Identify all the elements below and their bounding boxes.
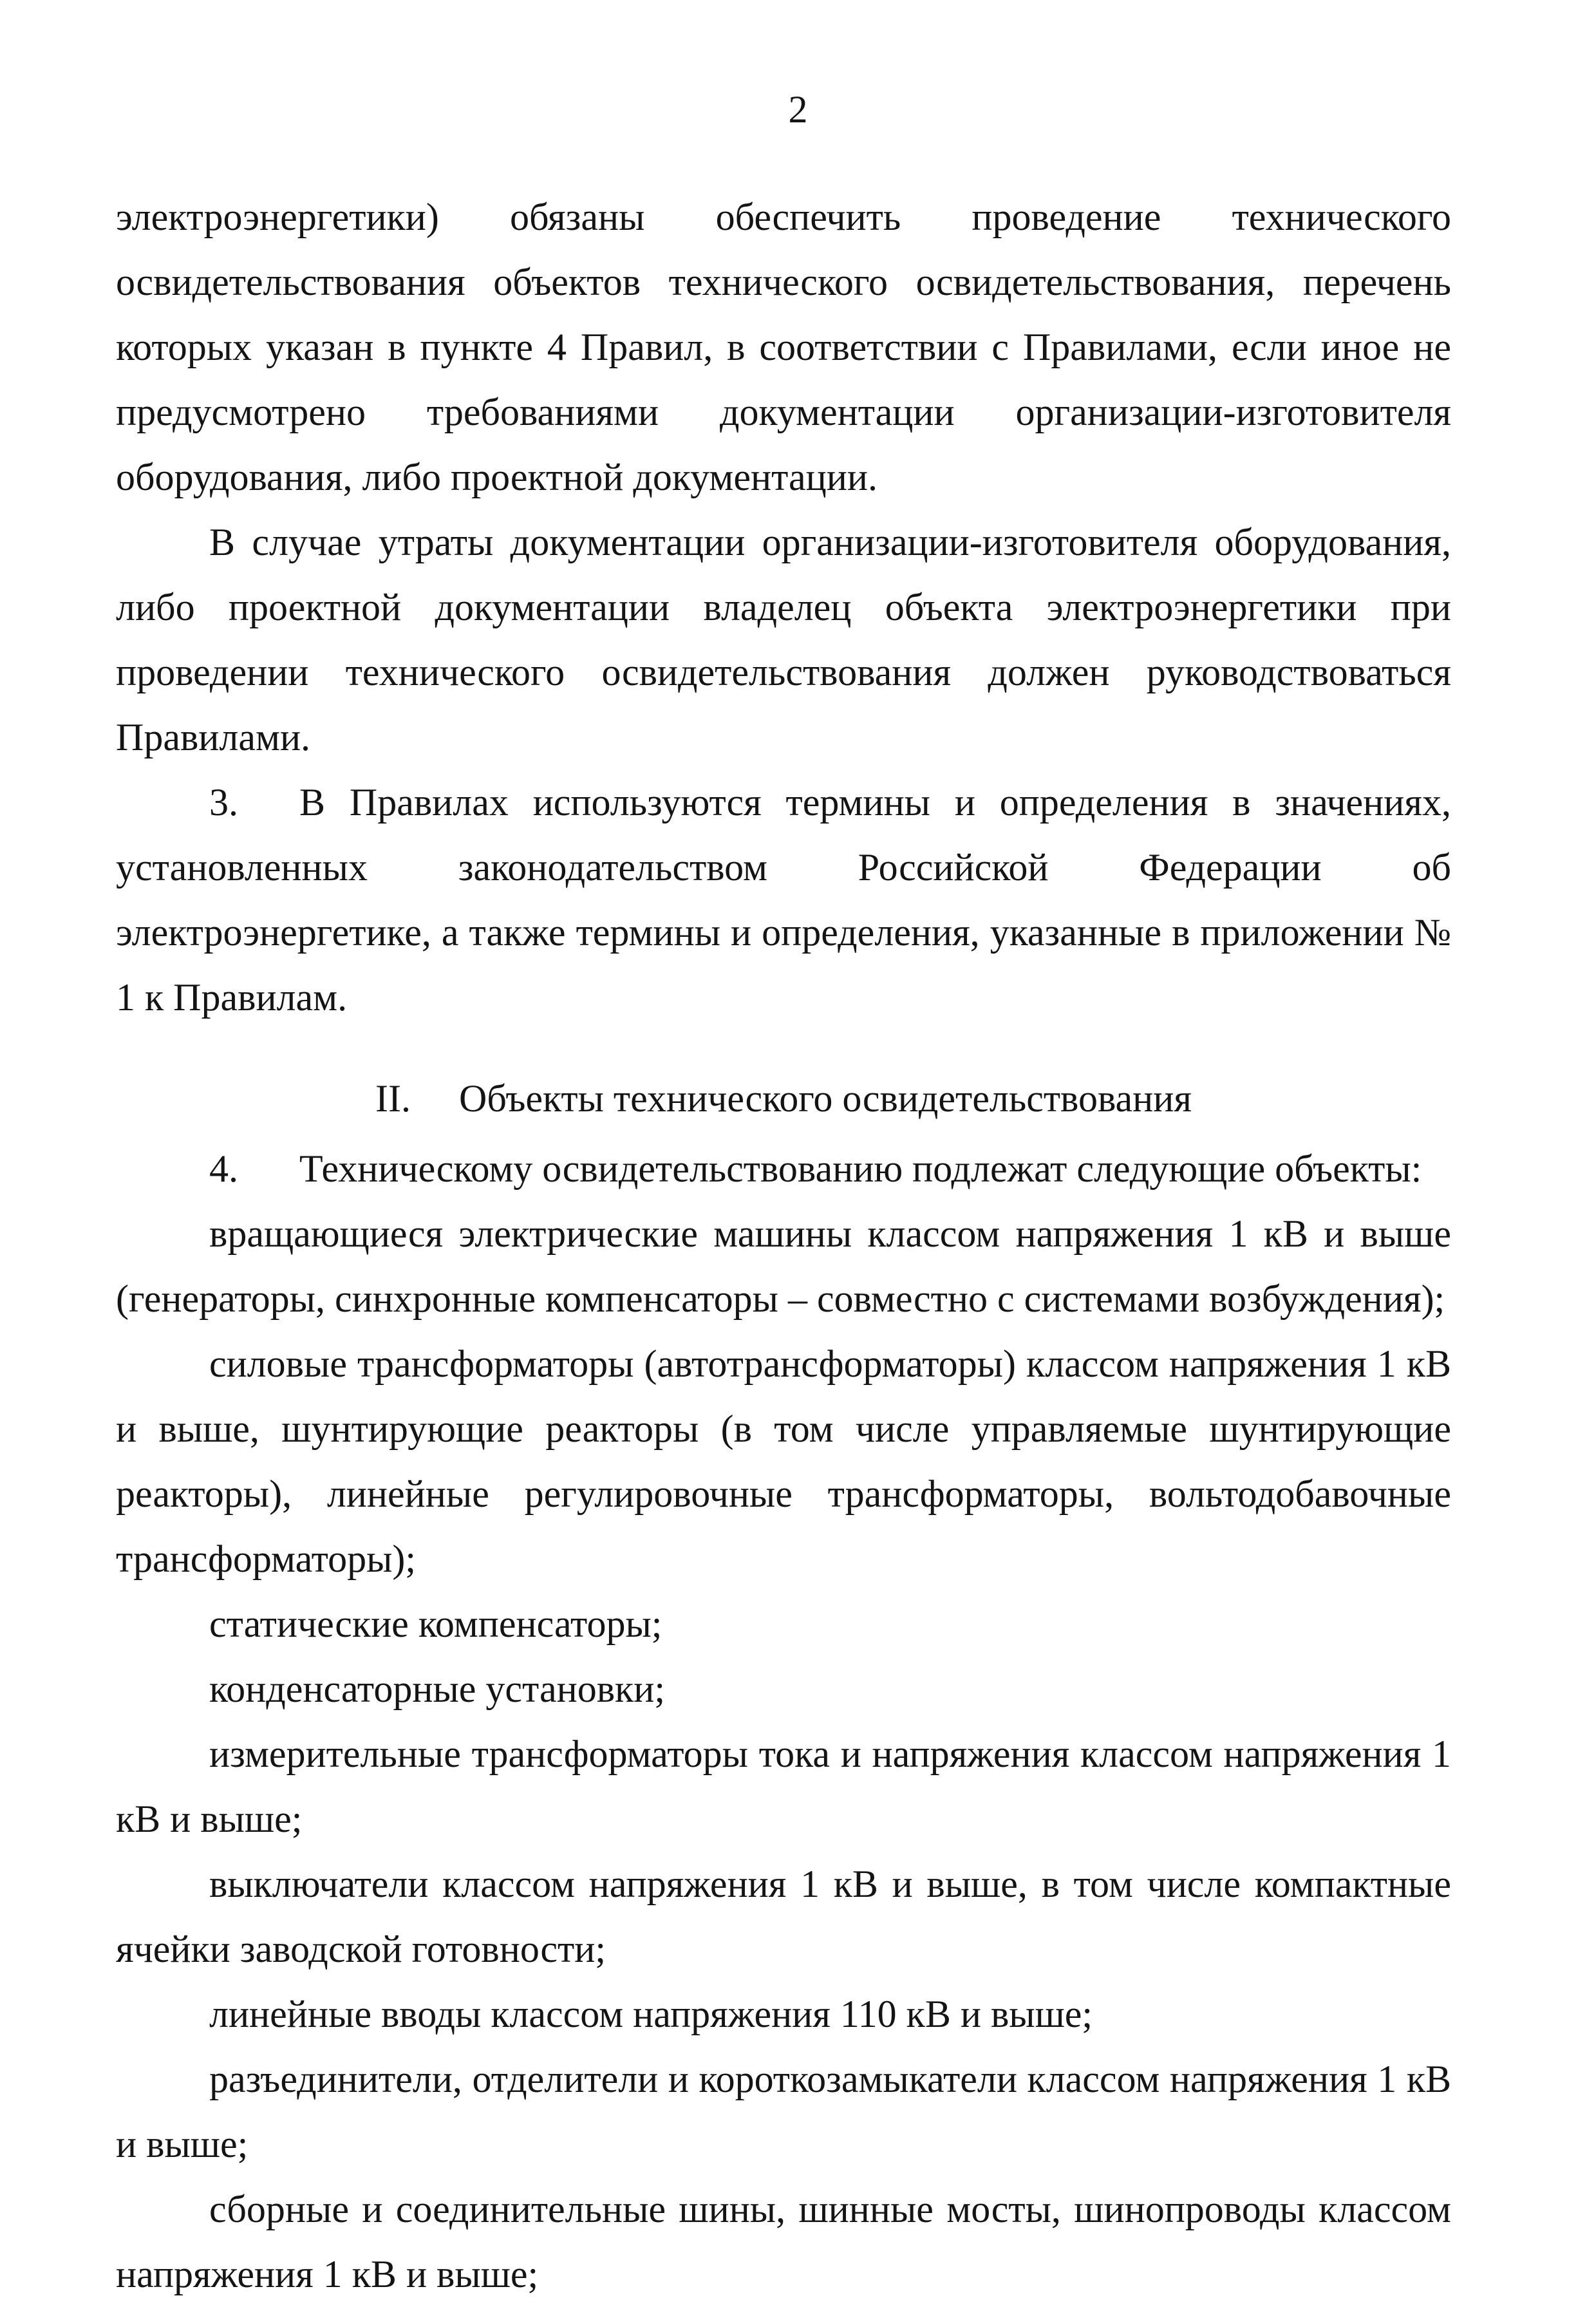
clause-4-text: Техническому освидетельствованию подлежат следующие объекты: <box>299 1147 1422 1190</box>
clause-3 <box>116 770 1451 1030</box>
list-item: разъединители, отделители и короткозамыкатели классом напряжения 1 кВ и выше; <box>116 2058 1451 2165</box>
section-heading <box>116 1066 1451 1131</box>
list-item: силовые трансформаторы (автотрансформаторы) классом напряжения 1 кВ и выше, шунтирующие реакторы (в том числе управляемые шунтирующие реакторы), линейные регулировочные трансформаторы, вольтодобавочные трансформаторы); <box>116 1342 1451 1580</box>
list-item: выключатели классом напряжения 1 кВ и выше, в том числе компактные ячейки заводской готовности; <box>116 1863 1451 1970</box>
clause-3-number: 3. <box>209 781 238 824</box>
section-number: II. <box>375 1077 411 1120</box>
clause-4-number: 4. <box>209 1147 238 1190</box>
list-item: измерительные трансформаторы тока и напряжения классом напряжения 1 кВ и выше; <box>116 1733 1451 1840</box>
document-body <box>116 185 1451 2307</box>
page-number: 2 <box>788 88 808 131</box>
paragraph-continuation: электроэнергетики) обязаны обеспечить проведение технического освидетельствования объектов технического освидетельствования, перечень которых указан в пункте 4 Правил, в соответствии с Правилами, если иное не предусмотрено требованиями документации организации-изготовителя оборудования, либо проектной документации. <box>116 196 1451 498</box>
list-item: линейные вводы классом напряжения 110 кВ и выше; <box>209 1993 1093 2035</box>
list-item: сборные и соединительные шины, шинные мосты, шинопроводы классом напряжения 1 кВ и выше; <box>116 2188 1451 2295</box>
list-item: статические компенсаторы; <box>209 1603 662 1645</box>
section-title: Объекты технического освидетельствования <box>458 1077 1192 1120</box>
list-item: конденсаторные установки; <box>209 1668 665 1710</box>
paragraph-documentation-loss: В случае утраты документации организации-изготовителя оборудования, либо проектной документации владелец объекта электроэнергетики при проведении технического освидетельствования должен руководствоваться Правилами. <box>116 521 1451 758</box>
clause-3-text: В Правилах используются термины и определения в значениях, установленных законодательством Российской Федерации об электроэнергетике, а также термины и определения, указанные в приложении № 1 к Правилам. <box>116 781 1451 1019</box>
clause-4 <box>116 1136 1451 1201</box>
list-item: вращающиеся электрические машины классом напряжения 1 кВ и выше (генераторы, синхронные компенсаторы – совместно с системами возбуждения); <box>116 1212 1451 1320</box>
